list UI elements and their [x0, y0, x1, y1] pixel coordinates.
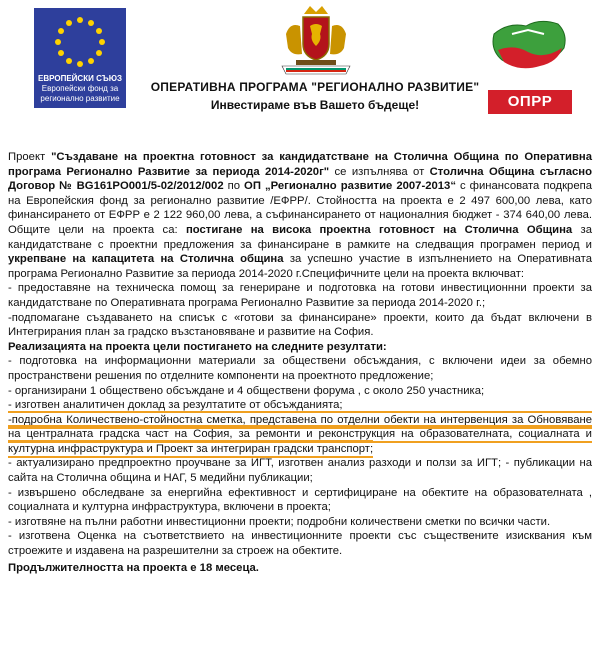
specific-goal-2: -подпомагане създаването на списък с «готови за финансиране» проекти, които да бъдат включени в Интегрирания план за градско възстановяване и развитие на София.: [8, 311, 592, 339]
program-name: ОП „Регионално развитие 2007-2013“: [244, 180, 456, 193]
duration-text: Продължителността на проекта е 18 месеца.: [8, 561, 259, 574]
project-description: [8, 150, 592, 575]
project-name: "Създаване на проектна готовност за кандидатстване на Столична Община по Оперативна програма Регионално Развитие за периода 2014-2020г": [8, 151, 592, 178]
result-item-4-highlighted: -подробна Количествено-стойностна сметка, представена по отделни обекти на интервенция за Обновяване на централната градска част на София, за ремонти и реконструкция на образователната, социалната и културна инфраструктура и Проект за интегриран градски транспорт;: [8, 411, 592, 458]
result-item-7: - изготвяне на пълни работни инвестиционни проекти; подробни количествени сметки по всички части.: [8, 515, 551, 528]
contract-number: Столична Община съгласно Договор № BG161PO001/5-02/2012/002: [8, 165, 592, 193]
intro-text-1: Проект: [8, 151, 52, 163]
program-slogan: Инвестираме във Вашето бъдеще!: [210, 98, 420, 112]
intro-text-2: се изпълнява от: [329, 165, 430, 178]
intro-paragraph: [8, 150, 592, 281]
coat-of-arms-icon: [276, 4, 356, 76]
program-title: ОПЕРАТИВНА ПРОГРАМА "РЕГИОНАЛНО РАЗВИТИЕ": [150, 80, 480, 94]
specific-goal-1: - предоставяне на техническа помощ за генериране и подготовка на готови инвестиционнни проекти за кандидатстване по Оперативната програма Регионално Развитие за периода 2014-2020 г.;: [8, 282, 592, 309]
eu-logo-line2: Европейски фонд за: [41, 84, 119, 93]
result-item-2: - организирани 1 обществено обсъждане и 4 обществени форума , с около 250 участника;: [8, 384, 485, 397]
eu-stars-icon: [48, 14, 112, 70]
intro-text-3: по: [223, 180, 245, 193]
eu-logo-line1: ЕВРОПЕЙСКИ СЪЮЗ: [38, 74, 122, 83]
result-item-5: - актуализирано предпроектно проучване за ИГТ, изготвен анализ разходи и ползи за ИГТ; - публикации на сайта на Столична община и НАГ, 5 медийни публикации;: [8, 457, 592, 485]
intro-text-6: за успешно участие в изпълнението на Оперативната програма Регионално Развитие за периода 2014-2020 г.Специфичните цели на проекта включват:: [8, 253, 592, 280]
result-item-6: - извършено обследване за енергийна ефективност и сертифициране на обектите на образователната , социалната и културна инфраструктура, включени в проекта;: [8, 486, 592, 514]
oprr-label: ОПРР: [488, 90, 572, 114]
results-heading: Реализацията на проекта цели постигането на следните резултати:: [8, 340, 387, 353]
eu-logo: [34, 8, 126, 108]
goal-capacity: укрепване на капацитета на Столична община: [8, 253, 284, 266]
intro-text-5: за кандидатстване с проектни предложения за финансиране в рамките на следващия програмен период и: [8, 223, 592, 251]
eu-logo-line3: регионално развитие: [40, 94, 120, 103]
intro-text-4: с финансовата подкрепа на Европейския фонд за регионално развитие /ЕФРР/. Стойността на проекта е 2 497 600,00 лева, като финансирането от ЕФРР е 2 122 960,00 лева, а съфинансирането от националния бюджет - 374 640,00 лева. Общите цели на проекта са:: [8, 180, 592, 236]
bulgaria-map-icon: [488, 4, 572, 90]
oprr-logo: [488, 4, 572, 114]
result-item-3: - изготвен аналитичен доклад за резултатите от обсъжданията;: [8, 399, 343, 412]
result-item-8: - изготвена Оценка на съответствието на инвестиционните проекти със съществените изисквания към строежите и издавена на разрешителни за строеж на обектите.: [8, 530, 592, 558]
goal-readiness: постигане на висока проектна готовност на Столична Община: [185, 223, 573, 236]
result-item-1: - подготовка на информационни материали за обществени обсъждания, с включени идеи за обемно пространствени решения по отделните компоненти на проектното предложение;: [8, 355, 592, 382]
eu-logo-text: [38, 74, 122, 104]
